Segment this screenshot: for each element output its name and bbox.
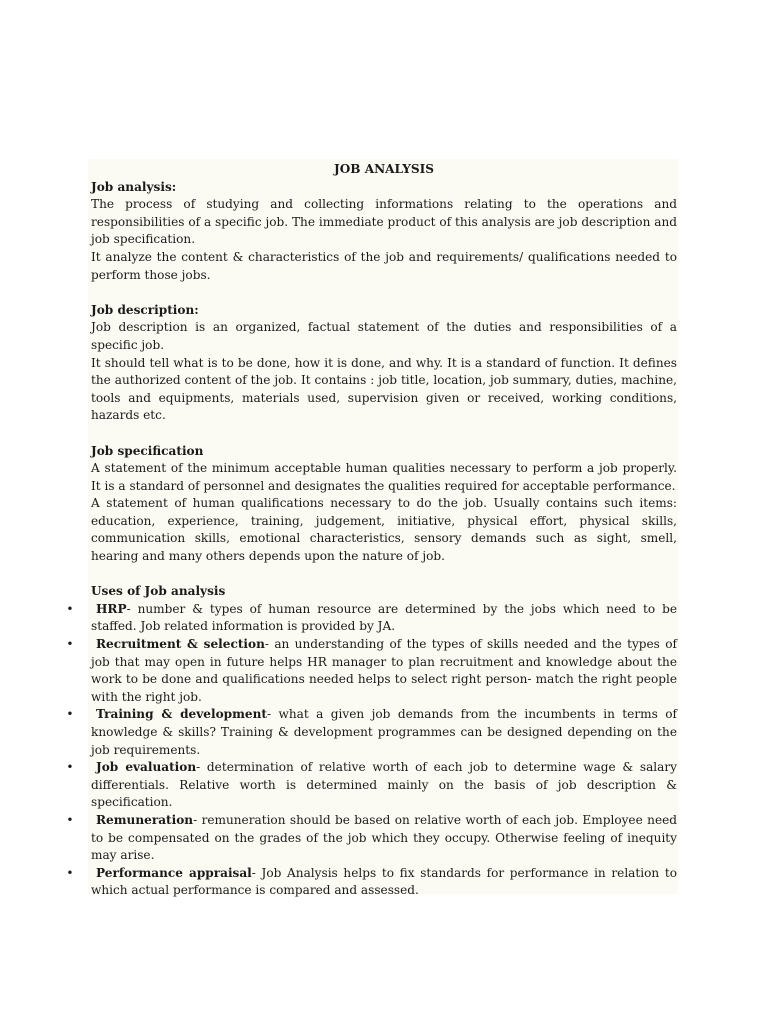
bullet-icon: • xyxy=(66,707,74,722)
heading-job-specification: Job specification xyxy=(91,443,204,458)
list-item-term: Recruitment & selection xyxy=(96,637,265,652)
bullet-icon: • xyxy=(66,601,74,616)
document-title: JOB ANALYSIS xyxy=(334,162,434,176)
list-item-text: - an understanding of the types of skills needed and the types of job that may open in future helps HR manager to plan recruitment and knowledge about the work to be done and qualifications needed helps to select right person- match the right people with the right job. xyxy=(91,637,677,704)
list-item xyxy=(66,706,677,759)
bullet-icon: • xyxy=(66,865,74,880)
spacer xyxy=(91,425,677,443)
list-item xyxy=(66,636,677,706)
spacer xyxy=(91,284,677,302)
section-job-specification xyxy=(91,443,677,566)
list-item-text: - what a given job demands from the incumbents in terms of knowledge & skills? Training & development programmes can be designed depending on the job requirements. xyxy=(91,707,677,757)
heading-uses-of-job-analysis: Uses of Job analysis xyxy=(91,584,226,599)
bullet-icon: • xyxy=(66,812,74,827)
list-item-term: Job evaluation xyxy=(96,760,197,775)
bullet-icon: • xyxy=(66,637,74,652)
document-content xyxy=(66,161,677,900)
list-item-term: HRP xyxy=(96,601,127,616)
spacer xyxy=(91,566,677,584)
list-item-text: - determination of relative worth of each job to determine wage & salary differentials. Relative worth is determined mainly on the basis of job description & specification. xyxy=(91,760,677,810)
section-uses-of-job-analysis xyxy=(66,583,677,900)
bullet-icon: • xyxy=(66,760,74,775)
paragraph: Job description is an organized, factual statement of the duties and responsibilities of a specific job. xyxy=(91,320,677,352)
list-item-text: - Job Analysis helps to fix standards for performance in relation to which actual performance is compared and assessed. xyxy=(91,865,677,898)
paragraph: It should tell what is to be done, how it is done, and why. It is a standard of function. It defines the authorized content of the job. It contains : job title, location, job summary, duties, machine, tools and equipments, materials used, supervision given or received, working conditions, hazards etc. xyxy=(91,355,677,423)
list-item xyxy=(66,759,677,812)
paragraph: The process of studying and collecting informations relating to the operations and responsibilities of a specific job. The immediate product of this analysis are job description and job specification. xyxy=(91,197,677,247)
list-item-term: Training & development xyxy=(96,707,267,722)
list-item-term: Performance appraisal xyxy=(96,865,252,880)
paragraph: A statement of the minimum acceptable human qualities necessary to perform a job properly. It is a standard of personnel and designates the qualities required for acceptable performance. xyxy=(91,461,677,493)
paragraph: A statement of human qualifications necessary to do the job. Usually contains such items: education, experience, training, judgement, initiative, physical effort, physical skills, communication skills, emotional characteristics, sensory demands such as sight, smell, hearing and many others depends upon the nature of job. xyxy=(91,496,677,564)
list-item xyxy=(66,601,677,636)
uses-list xyxy=(66,601,677,900)
list-item-text: - remuneration should be based on relative worth of each job. Employee need to be compensated on the grades of the job which they occupy. Otherwise feeling of inequity may arise. xyxy=(91,812,677,863)
section-job-analysis xyxy=(91,179,677,285)
list-item-text: - number & types of human resource are determined by the jobs which need to be staffed. Job related information is provided by JA. xyxy=(91,601,677,634)
paragraph: It analyze the content & characteristics of the job and requirements/ qualifications needed to perform those jobs. xyxy=(91,249,677,282)
list-item xyxy=(66,812,677,865)
list-item xyxy=(66,865,677,900)
heading-job-description: Job description: xyxy=(91,302,199,317)
heading-job-analysis: Job analysis: xyxy=(91,179,177,194)
list-item-term: Remuneration xyxy=(96,812,194,827)
section-job-description xyxy=(91,302,677,425)
